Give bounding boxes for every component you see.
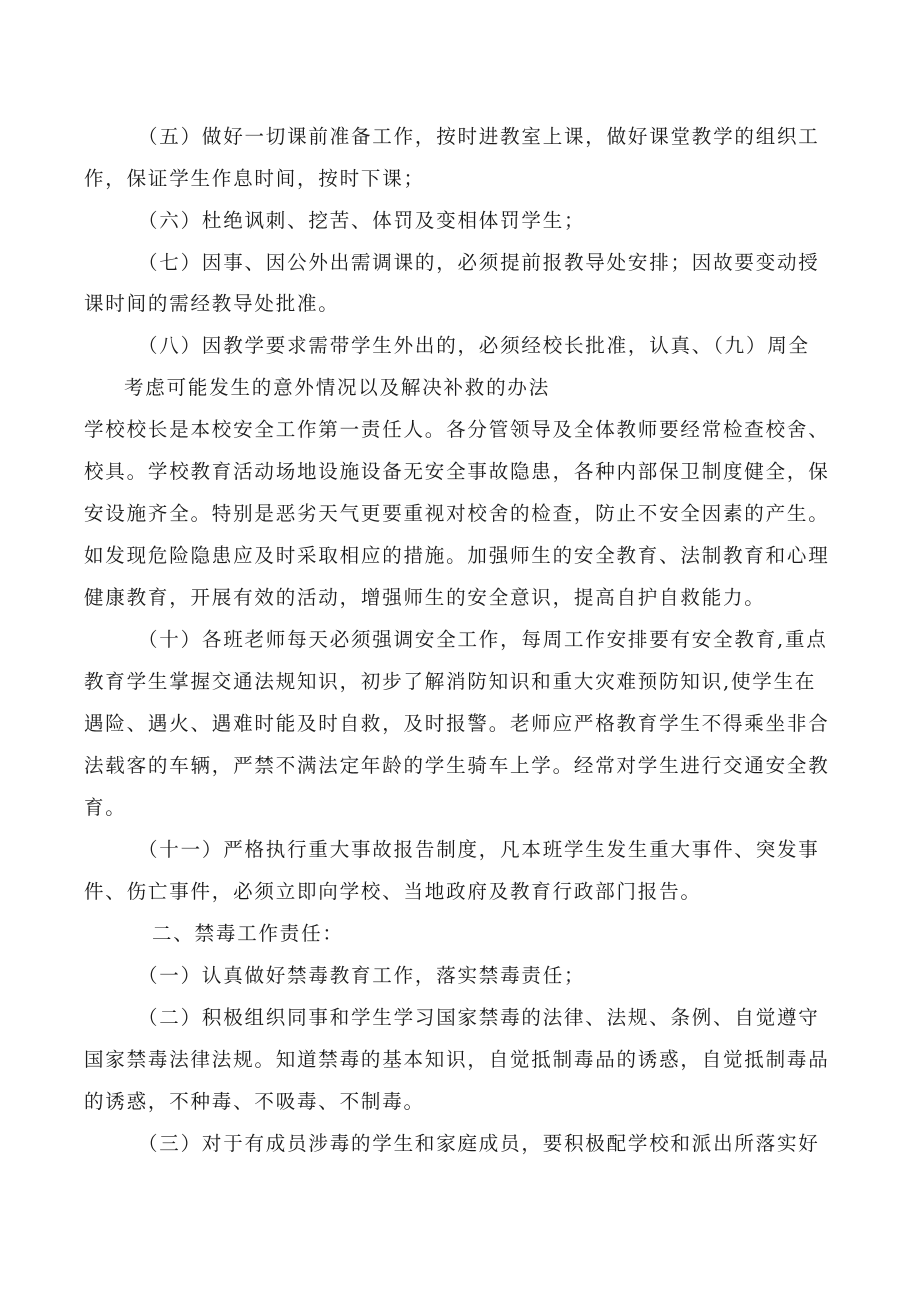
paragraph-8-line-1: （八）因教学要求需带学生外出的，必须经校长批准，认真、（九）周全	[138, 334, 810, 357]
paragraph-5-line-2: 作，保证学生作息时间，按时下课；	[84, 167, 425, 190]
paragraph-5-line-1: （五）做好一切课前准备工作，按时进教室上课，做好课堂教学的组织工	[138, 125, 820, 148]
paragraph-6: （六）杜绝讽刺、挖苦、体罚及变相体罚学生；	[138, 209, 586, 232]
paragraph-10-line-2: 教育学生掌握交通法规知识，初步了解消防知识和重大灾难预防知识,使学生在	[84, 670, 817, 693]
paragraph-10-line-1: （十）各班老师每天必须强调安全工作，每周工作安排要有安全教育,重点	[138, 628, 828, 651]
drug-item-3-line-1: （三）对于有成员涉毒的学生和家庭成员，要积极配学校和派出所落实好	[138, 1132, 820, 1155]
paragraph-10-line-4: 法载客的车辆，严禁不满法定年龄的学生骑车上学。经常对学生进行交通安全教	[84, 754, 830, 777]
drug-item-2-line-3: 的诱惑，不种毒、不吸毒、不制毒。	[84, 1090, 425, 1113]
paragraph-11-line-1: （十一）严格执行重大事故报告制度，凡本班学生发生重大事件、突发事	[138, 838, 820, 861]
paragraph-11-line-2: 件、伤亡事件，必须立即向学校、当地政府及教育行政部门报告。	[84, 880, 702, 903]
paragraph-10-line-5: 育。	[84, 796, 127, 819]
paragraph-9-line-5: 健康教育，开展有效的活动，增强师生的安全意识，提高自护自救能力。	[84, 586, 766, 609]
paragraph-9-line-4: 如发现危险隐患应及时采取相应的措施。加强师生的安全教育、法制教育和心理	[84, 544, 830, 567]
paragraph-7-line-1: （七）因事、因公外出需调课的，必须提前报教导处安排；因故要变动授	[138, 251, 820, 274]
paragraph-10-line-3: 遇险、遇火、遇难时能及时自救，及时报警。老师应严格教育学生不得乘坐非合	[84, 712, 830, 735]
paragraph-8-line-2: 考虑可能发生的意外情况以及解决补救的办法	[124, 376, 551, 399]
paragraph-9-line-1: 学校校长是本校安全工作第一责任人。各分管领导及全体教师要经常检查校舍、	[84, 418, 830, 441]
drug-item-2-line-2: 国家禁毒法律法规。知道禁毒的基本知识，自觉抵制毒品的诱惑，自觉抵制毒品	[84, 1048, 830, 1071]
drug-item-1: （一）认真做好禁毒教育工作，落实禁毒责任；	[138, 964, 586, 987]
section-heading-drug-prevention: 二、禁毒工作责任：	[152, 922, 344, 945]
drug-item-2-line-1: （二）积极组织同事和学生学习国家禁毒的法律、法规、条例、自觉遵守	[138, 1006, 820, 1029]
paragraph-9-line-2: 校具。学校教育活动场地设施设备无安全事故隐患，各种内部保卫制度健全，保	[84, 460, 830, 483]
paragraph-7-line-2: 课时间的需经教导处批准。	[84, 292, 340, 315]
paragraph-9-line-3: 安设施齐全。特别是恶劣天气更要重视对校舍的检查，防止不安全因素的产生。	[84, 502, 830, 525]
